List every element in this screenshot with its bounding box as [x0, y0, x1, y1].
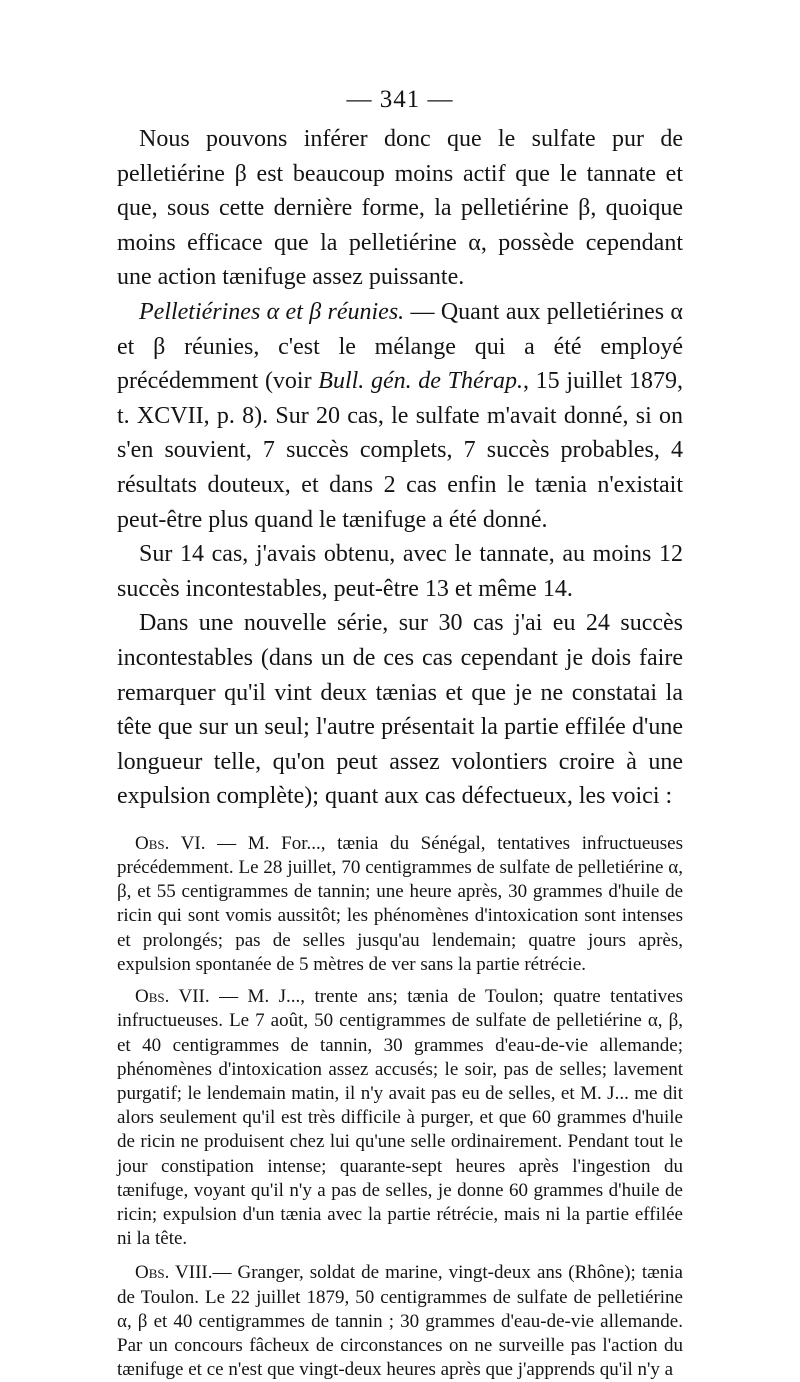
section-heading: Pelletiérines α et β réunies. [139, 298, 405, 325]
paragraph-2-text-a: — Quant aux pelletiérines α et β réunies, c'est le mélange qui a été employé précédemment (voir [117, 298, 683, 395]
observation-text: — M. J..., trente ans; tænia de Toulon; quatre tentatives infructueuses. Le 7 août, 50 centigrammes de sulfate de pelletiérine α, β, et 40 centigrammes de tannin, 30 grammes d'eau-de-vie allemande; phénomènes d'intoxication assez accusés; le soir, pas de selles; lavement purgatif; le lendemain matin, il n'y avait pas eu de selles, et M. J... me dit alors seulement qu'il est très difficile à purger, et que 60 grammes d'huile de ricin ne produisent chez lui qu'une selle ordinairement. Pendant tout le jour constipation intense; quarante-sept heures après l'ingestion du tænifuge, voyant qu'il n'y a pas de selles, je donne 60 grammes d'huile de ricin; expulsion d'un tænia avec la partie rétrécie, mais ni la partie effilée ni la tête. [117, 986, 683, 1250]
book-page [117, 86, 683, 1382]
observation-7 [117, 985, 683, 1251]
observation-text: — M. For..., tænia du Sénégal, tentatives infructueuses précédemment. Le 28 juillet, 70 centigrammes de sulfate de pelletiérine α, β, et 55 centigrammes de tannin; une heure après, 30 grammes d'huile de ricin qui sont vomis aussitôt; les phénomènes d'intoxication sont intenses et prolongés; pas de selles jusqu'au lendemain; quatre jours après, expulsion spontanée de 5 mètres de ver sans la partie rétrécie. [117, 832, 684, 975]
observation-label: Obs. VIII. [135, 1262, 213, 1284]
journal-reference: Bull. gén. de Thérap. [318, 368, 523, 395]
observation-label: Obs. VI. [135, 832, 206, 854]
observation-8 [117, 1261, 683, 1382]
page-number: — 341 — [346, 86, 454, 113]
observation-text: — Granger, soldat de marine, vingt-deux ans (Rhône); tænia de Toulon. Le 22 juillet 1879, 50 centigrammes de sulfate de pelletiérine α, β et 40 centigrammes de tannin ; 30 grammes d'eau-de-vie allemande. Par un concours fâcheux de circonstances on ne surveille pas l'action du tænifuge et ce n'est que vingt-deux heures après que j'apprends qu'il n'y a [117, 1262, 683, 1381]
paragraph-2-text-b: , 15 juillet 1879, t. XCVII, p. 8). Sur 20 cas, le sulfate m'avait donné, si on s'en souvient, 7 succès complets, 7 succès probables, 4 résultats douteux, et dans 2 cas enfin le tænia n'existait peut-être plus quand le tænifuge a été donné. [117, 368, 683, 533]
paragraph-3: Sur 14 cas, j'avais obtenu, avec le tannate, au moins 12 succès incontestables, peut-être 13 et même 14. [117, 541, 683, 602]
paragraph-1: Nous pouvons inférer donc que le sulfate pur de pelletiérine β est beaucoup moins actif que le tannate et que, sous cette dernière forme, la pelletiérine β, quoique moins efficace que la pelletiérine α, possède cependant une action tænifuge assez puissante. [117, 126, 683, 291]
paragraph-2 [117, 295, 683, 537]
paragraph-4: Dans une nouvelle série, sur 30 cas j'ai eu 24 succès incontestables (dans un de ces cas cependant je dois faire remarquer qu'il vint deux tænias et que je ne constatai la tête que sur un seul; l'autre présentait la partie effilée d'une longueur telle, qu'on peut assez volontiers croire à une expulsion complète); quant aux cas défectueux, les voici : [117, 610, 683, 810]
observation-label: Obs. VII. [135, 986, 210, 1008]
observation-6 [117, 832, 683, 977]
